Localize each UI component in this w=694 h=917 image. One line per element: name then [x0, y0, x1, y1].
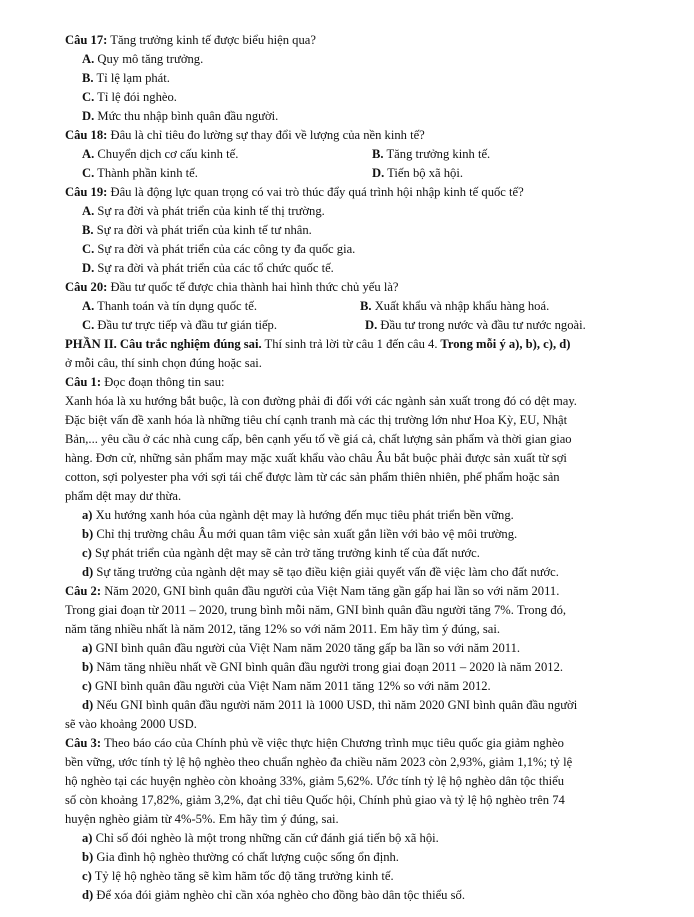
option-key: A. [82, 299, 95, 313]
passage-line: Đặc biệt vấn đề xanh hóa là những tiêu chí cạnh tranh mà các thị trường lớn như Hoa Kỳ, EU, Nhật [65, 413, 568, 427]
option-text: Sự ra đời và phát triển của kinh tế thị trường. [94, 204, 325, 218]
option-key: A. [82, 52, 95, 66]
statement-a [65, 639, 654, 658]
statement-c [65, 544, 654, 563]
option-b [65, 221, 654, 240]
statement-c [65, 677, 654, 696]
statement-text: Để xóa đói giảm nghèo chỉ cần xóa nghèo cho đồng bào dân tộc thiểu số. [93, 888, 465, 902]
option-key: C. [82, 166, 95, 180]
option-d [65, 259, 654, 278]
statement-key: c) [82, 546, 92, 560]
part2-instruction-bold: Trong mỗi ý a), b), c), d) [437, 337, 571, 351]
option-key: B. [82, 71, 94, 85]
option-text: Thanh toán và tín dụng quốc tế. [94, 299, 258, 313]
option-row [65, 164, 654, 183]
question-1 [65, 373, 654, 392]
passage-line: phẩm dệt may dư thừa. [65, 489, 182, 503]
passage-line: Xanh hóa là xu hướng bắt buộc, là con đường phải đi đối với các ngành sản xuất trong đó có dệt may. [65, 394, 577, 408]
option-text: Đầu tư trực tiếp và đầu tư gián tiếp. [94, 318, 277, 332]
option-text: Sự ra đời và phát triển của kinh tế tư nhân. [93, 223, 312, 237]
passage-line: hàng. Đơn cử, những sản phẩm may mặc xuất khẩu vào châu Âu bắt buộc phải được sản xuất từ sợi [65, 451, 567, 465]
statement-key: d) [82, 565, 94, 579]
statement-text: Năm tăng nhiều nhất về GNI bình quân đầu người trong giai đoạn 2011 – 2020 là năm 2012. [93, 660, 564, 674]
question-label: Câu 1: [65, 375, 102, 389]
option-c [65, 240, 654, 259]
option-text: Sự ra đời và phát triển của các tổ chức quốc tế. [94, 261, 334, 275]
option-text: Thành phần kinh tế. [94, 166, 198, 180]
question-label: Câu 17: [65, 33, 108, 47]
passage-line: huyện nghèo giảm từ 4%-5%. Em hãy tìm ý đúng, sai. [65, 812, 339, 826]
question-label: Câu 2: [65, 584, 102, 598]
option-row [65, 316, 654, 335]
question-text: Theo báo cáo của Chính phủ về việc thực hiện Chương trình mục tiêu quốc gia giảm nghèo [101, 736, 564, 750]
statement-text: Xu hướng xanh hóa của ngành dệt may là hướng đến mục tiêu phát triển bền vững. [92, 508, 514, 522]
option-a [65, 50, 654, 69]
option-text: Tỉ lệ đói nghèo. [94, 90, 177, 104]
question-20 [65, 278, 654, 297]
passage-line: bền vững, ước tính tỷ lệ hộ nghèo theo chuẩn nghèo đa chiều năm 2023 còn 2,93%, giảm 1,1%; tỷ lệ [65, 755, 573, 769]
statement-key: c) [82, 869, 92, 883]
question-label: Câu 3: [65, 736, 102, 750]
reading-passage [65, 392, 654, 506]
question-text: Đầu tư quốc tế được chia thành hai hình thức chủ yếu là? [107, 280, 399, 294]
question-3 [65, 734, 654, 753]
option-text: Tăng trưởng kinh tế. [383, 147, 491, 161]
option-key: C. [82, 318, 95, 332]
question-18 [65, 126, 654, 145]
passage-line: năm tăng nhiều nhất là năm 2012, tăng 12% so với năm 2011. Em hãy tìm ý đúng, sai. [65, 622, 501, 636]
option-d [65, 107, 654, 126]
option-text: Chuyển dịch cơ cấu kinh tế. [94, 147, 239, 161]
statement-a [65, 829, 654, 848]
option-text: Mức thu nhập bình quân đầu người. [94, 109, 279, 123]
option-key: B. [82, 223, 94, 237]
statement-text: Gia đình hộ nghèo thường có chất lượng cuộc sống ổn định. [93, 850, 399, 864]
statement-key: b) [82, 660, 94, 674]
option-a [82, 145, 372, 164]
statement-b [65, 525, 654, 544]
question-2 [65, 582, 654, 601]
statement-text: Sự phát triển của ngành dệt may sẽ cản trở tăng trưởng kinh tế của đất nước. [91, 546, 480, 560]
statement-d [65, 696, 654, 715]
option-b [360, 297, 549, 316]
option-text: Quy mô tăng trưởng. [94, 52, 204, 66]
passage-line: cotton, sợi polyester pha với sợi tái chế được làm từ các sản phẩm thiên nhiên, phế phẩm hoặc sản [65, 470, 560, 484]
part2-instruction: Thí sinh trả lời từ câu 1 đến câu 4. [261, 337, 438, 351]
part2-heading [65, 335, 654, 354]
option-d [372, 164, 463, 183]
statement-c [65, 867, 654, 886]
statement-text: Sự tăng trưởng của ngành dệt may sẽ tạo điều kiện giải quyết vấn đề việc làm cho đất nước. [93, 565, 559, 579]
passage-line: số còn khoảng 17,82%, giảm 3,2%, đạt chỉ tiêu Quốc hội, Chính phủ giao và tỷ lệ hộ nghèo trên 74 [65, 793, 565, 807]
option-key: C. [82, 242, 95, 256]
statement-text: GNI bình quân đầu người của Việt Nam năm 2020 tăng gấp ba lần so với năm 2011. [92, 641, 521, 655]
statement-a [65, 506, 654, 525]
option-row [65, 297, 654, 316]
option-key: D. [82, 109, 95, 123]
option-a [65, 202, 654, 221]
question-label: Câu 18: [65, 128, 108, 142]
option-key: C. [82, 90, 95, 104]
option-text: Sự ra đời và phát triển của các công ty đa quốc gia. [94, 242, 356, 256]
option-key: B. [360, 299, 372, 313]
option-key: D. [82, 261, 95, 275]
statement-b [65, 848, 654, 867]
option-key: A. [82, 147, 95, 161]
option-key: B. [372, 147, 384, 161]
option-text: Tỉ lệ lạm phát. [93, 71, 170, 85]
statement-text: Chỉ thị trường châu Âu mới quan tâm việc sản xuất gắn liền với bảo vệ môi trường. [93, 527, 518, 541]
statement-d-cont: sẽ vào khoảng 2000 USD. [65, 717, 197, 731]
statement-text: Chỉ số đói nghèo là một trong những căn cứ đánh giá tiến bộ xã hội. [92, 831, 439, 845]
statement-text: GNI bình quân đầu người của Việt Nam năm 2011 tăng 12% so với năm 2012. [91, 679, 491, 693]
option-key: D. [365, 318, 378, 332]
option-a [82, 297, 360, 316]
question-text: Đâu là động lực quan trọng có vai trò thúc đẩy quá trình hội nhập kinh tế quốc tế? [107, 185, 524, 199]
statement-d [65, 886, 654, 905]
question-19 [65, 183, 654, 202]
statement-key: d) [82, 888, 94, 902]
passage-line: hộ nghèo tại các huyện nghèo còn khoảng 33%, giảm 5,62%. Ước tính tỷ lệ hộ nghèo dân tộc thiểu [65, 774, 565, 788]
statement-key: b) [82, 527, 94, 541]
statement-key: b) [82, 850, 94, 864]
option-b [372, 145, 490, 164]
passage-line: Bản,... yêu cầu ở các nhà cung cấp, bên cạnh yếu tố về giá cả, chất lượng sản phẩm và thời gian giao [65, 432, 572, 446]
option-text: Tiến bộ xã hội. [384, 166, 463, 180]
part2-instruction-cont: ở mỗi câu, thí sinh chọn đúng hoặc sai. [65, 356, 262, 370]
statement-d [65, 563, 654, 582]
question-text: Đọc đoạn thông tin sau: [101, 375, 225, 389]
option-b [65, 69, 654, 88]
question-17 [65, 31, 654, 50]
statement-key: c) [82, 679, 92, 693]
statement-text: Tỷ lệ hộ nghèo tăng sẽ kìm hãm tốc độ tăng trưởng kinh tế. [91, 869, 394, 883]
question-text: Năm 2020, GNI bình quân đầu người của Việt Nam tăng gần gấp hai lần so với năm 2011. [101, 584, 560, 598]
question-label: Câu 19: [65, 185, 108, 199]
option-row [65, 145, 654, 164]
option-text: Đầu tư trong nước và đầu tư nước ngoài. [377, 318, 586, 332]
statement-key: d) [82, 698, 94, 712]
passage-line: Trong giai đoạn từ 2011 – 2020, trung bình mỗi năm, GNI bình quân đầu người tăng 7%. Trong đó, [65, 603, 567, 617]
question-label: Câu 20: [65, 280, 108, 294]
statement-b [65, 658, 654, 677]
statement-key: a) [82, 831, 93, 845]
question-text: Tăng trưởng kinh tế được biểu hiện qua? [107, 33, 316, 47]
option-c [65, 88, 654, 107]
statement-key: a) [82, 508, 93, 522]
option-key: D. [372, 166, 385, 180]
statement-key: a) [82, 641, 93, 655]
part2-title: PHẦN II. Câu trắc nghiệm đúng sai. [65, 337, 262, 351]
option-text: Xuất khẩu và nhập khẩu hàng hoá. [371, 299, 550, 313]
option-d [365, 316, 586, 335]
question-text: Đâu là chỉ tiêu đo lường sự thay đổi về lượng của nền kinh tế? [107, 128, 425, 142]
option-c [82, 164, 372, 183]
option-key: A. [82, 204, 95, 218]
option-c [82, 316, 365, 335]
statement-text: Nếu GNI bình quân đầu người năm 2011 là 1000 USD, thì năm 2020 GNI bình quân đầu người [93, 698, 578, 712]
